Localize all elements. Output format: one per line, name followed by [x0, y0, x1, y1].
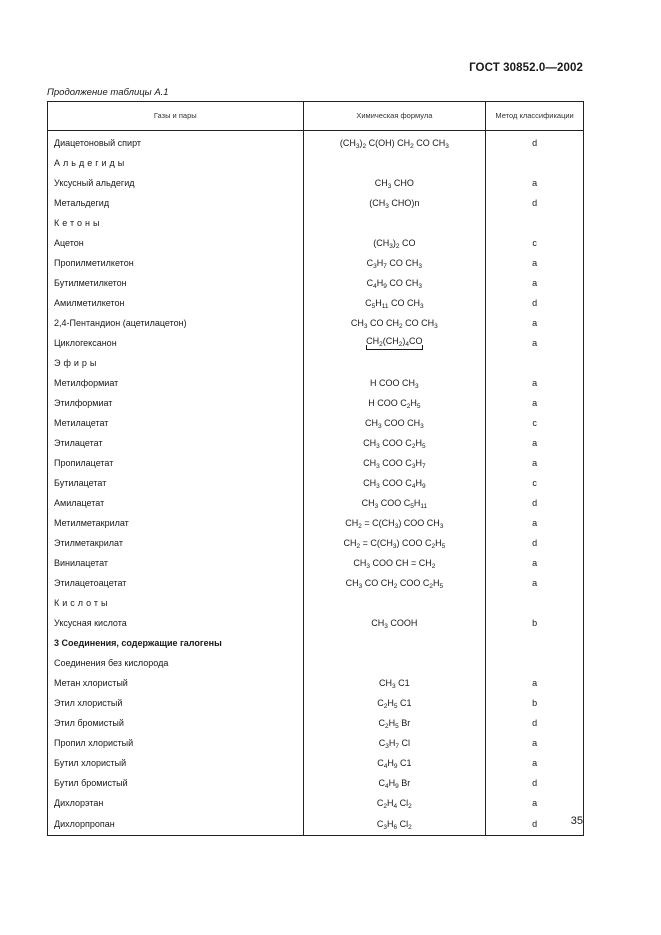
section-heading: 3 Соединения, содержащие галогены: [48, 633, 304, 653]
method-cell: a: [486, 433, 584, 453]
method-cell: b: [486, 693, 584, 713]
formula-cell: $C_4H_9$ Br: [303, 773, 486, 793]
table-row: [48, 713, 584, 733]
table-caption: Продолжение таблицы А.1: [47, 87, 169, 98]
table-row: [48, 493, 584, 513]
gas-name-cell: Бутилацетат: [48, 473, 304, 493]
method-cell: a: [486, 553, 584, 573]
gas-name-cell: Ацетон: [48, 233, 304, 253]
formula-cell: [303, 213, 486, 233]
gas-name-cell: 2,4-Пентандион (ацетилацетон): [48, 313, 304, 333]
formula-cell: $CH_2 = C(CH_3)$ COO $C_2H_5$: [303, 533, 486, 553]
formula-cell: $C_4H_9$ C1: [303, 753, 486, 773]
table-body: [48, 131, 584, 836]
gas-name-cell: Пропил хлористый: [48, 733, 304, 753]
table-row: [48, 653, 584, 673]
column-header-gas: Газы и пары: [48, 102, 304, 131]
table-row: [48, 213, 584, 233]
method-cell: a: [486, 273, 584, 293]
gas-name-cell: Этил бромистый: [48, 713, 304, 733]
method-cell: a: [486, 173, 584, 193]
formula-cell: $C_4H_9$ CO $CH_3$: [303, 273, 486, 293]
method-cell: [486, 213, 584, 233]
formula-cell: $C_2H_5$ C1: [303, 693, 486, 713]
method-cell: c: [486, 233, 584, 253]
method-cell: a: [486, 253, 584, 273]
method-cell: [486, 353, 584, 373]
gas-name-cell: Пропилацетат: [48, 453, 304, 473]
table-row: [48, 553, 584, 573]
formula-cell: $CH_2(CH_2)_4CO$: [303, 333, 486, 353]
gas-name-cell: Амилметилкетон: [48, 293, 304, 313]
table-row: [48, 693, 584, 713]
table-row: [48, 513, 584, 533]
table-row: [48, 373, 584, 393]
method-cell: [486, 593, 584, 613]
section-heading: Соединения без кислорода: [48, 653, 304, 673]
method-cell: d: [486, 493, 584, 513]
formula-cell: [303, 653, 486, 673]
table-row: [48, 793, 584, 813]
table-row: [48, 413, 584, 433]
gas-name-cell: Этилацетоацетат: [48, 573, 304, 593]
method-cell: d: [486, 533, 584, 553]
table-row: [48, 813, 584, 836]
gas-name-cell: Этилформиат: [48, 393, 304, 413]
gas-name-cell: Метальдегид: [48, 193, 304, 213]
formula-cell: [303, 633, 486, 653]
table-row: [48, 253, 584, 273]
gas-name-cell: Винилацетат: [48, 553, 304, 573]
formula-cell: $CH_3$ C1: [303, 673, 486, 693]
formula-cell: $CH_3$ CO $CH_2$ COO $C_2H_5$: [303, 573, 486, 593]
formula-cell: $C_3H_7$ CO $CH_3$: [303, 253, 486, 273]
gas-name-cell: Уксусный альдегид: [48, 173, 304, 193]
document-id: ГОСТ 30852.0—2002: [469, 62, 583, 74]
table-row: [48, 533, 584, 553]
method-cell: c: [486, 413, 584, 433]
table-row: [48, 193, 584, 213]
table-row: [48, 333, 584, 353]
gas-name-cell: Этилметакрилат: [48, 533, 304, 553]
section-heading: Кетоны: [48, 213, 304, 233]
table-row: [48, 773, 584, 793]
section-heading: Эфиры: [48, 353, 304, 373]
formula-cell: $C_2H_5$ Br: [303, 713, 486, 733]
gas-classification-table: [47, 101, 584, 836]
section-heading: Кислоты: [48, 593, 304, 613]
table-row: [48, 353, 584, 373]
gas-name-cell: Этил хлористый: [48, 693, 304, 713]
formula-cell: H COO $CH_3$: [303, 373, 486, 393]
formula-cell: $CH_3$ COO $C_4H_9$: [303, 473, 486, 493]
table-row: [48, 433, 584, 453]
formula-cell: $C_3H_6$ $Cl_2$: [303, 813, 486, 836]
table-row: [48, 131, 584, 154]
formula-cell: $(CH_3)_2$ CO: [303, 233, 486, 253]
table-row: [48, 293, 584, 313]
gas-name-cell: Метан хлористый: [48, 673, 304, 693]
method-cell: [486, 153, 584, 173]
table-row: [48, 473, 584, 493]
method-cell: d: [486, 131, 584, 154]
gas-name-cell: Бутил бромистый: [48, 773, 304, 793]
gas-name-cell: Диацетоновый спирт: [48, 131, 304, 154]
page-number: 35: [570, 815, 583, 827]
table-header-row: [48, 102, 584, 131]
table-row: [48, 593, 584, 613]
method-cell: [486, 633, 584, 653]
method-cell: a: [486, 753, 584, 773]
formula-cell: $C_2H_4$ $Cl_2$: [303, 793, 486, 813]
method-cell: a: [486, 393, 584, 413]
table-row: [48, 453, 584, 473]
table-row: [48, 153, 584, 173]
method-cell: d: [486, 773, 584, 793]
method-cell: a: [486, 453, 584, 473]
table-row: [48, 173, 584, 193]
gas-name-cell: Дихлорпропан: [48, 813, 304, 836]
formula-cell: $CH_3$ CO $CH_2$ CO $CH_3$: [303, 313, 486, 333]
method-cell: [486, 653, 584, 673]
gas-name-cell: Пропилметилкетон: [48, 253, 304, 273]
method-cell: d: [486, 193, 584, 213]
gas-name-cell: Циклогексанон: [48, 333, 304, 353]
gas-name-cell: Метилформиат: [48, 373, 304, 393]
column-header-formula: Химическая формула: [303, 102, 486, 131]
gas-name-cell: Бутил хлористый: [48, 753, 304, 773]
formula-cell: $(CH_3)_2$ C(OH) $CH_2$ CO $CH_3$: [303, 131, 486, 154]
table-row: [48, 733, 584, 753]
gas-name-cell: Метилметакрилат: [48, 513, 304, 533]
formula-cell: $CH_3$ COOH: [303, 613, 486, 633]
formula-cell: ($CH_3$ CHO)n: [303, 193, 486, 213]
table-row: [48, 393, 584, 413]
section-heading: Альдегиды: [48, 153, 304, 173]
formula-cell: $CH_3$ COO $C_5H_{11}$: [303, 493, 486, 513]
method-cell: a: [486, 313, 584, 333]
method-cell: a: [486, 373, 584, 393]
formula-cell: $CH_3$ COO CH = $CH_2$: [303, 553, 486, 573]
gas-name-cell: Этилацетат: [48, 433, 304, 453]
table-row: [48, 753, 584, 773]
formula-cell: [303, 153, 486, 173]
formula-cell: $CH_3$ CHO: [303, 173, 486, 193]
method-cell: a: [486, 513, 584, 533]
gas-name-cell: Метилацетат: [48, 413, 304, 433]
formula-cell: $CH_2 = C(CH_3)$ COO $CH_3$: [303, 513, 486, 533]
table-row: [48, 673, 584, 693]
formula-cell: $C_3H_7$ Cl: [303, 733, 486, 753]
table-row: [48, 573, 584, 593]
table-row: [48, 273, 584, 293]
method-cell: d: [486, 813, 584, 836]
formula-cell: $CH_3$ COO $CH_3$: [303, 413, 486, 433]
method-cell: b: [486, 613, 584, 633]
formula-cell: [303, 353, 486, 373]
method-cell: a: [486, 333, 584, 353]
formula-cell: H COO $C_2H_5$: [303, 393, 486, 413]
gas-name-cell: Дихлорэтан: [48, 793, 304, 813]
formula-cell: $C_5H_{11}$ CO $CH_3$: [303, 293, 486, 313]
formula-cell: $CH_3$ COO $C_2H_5$: [303, 433, 486, 453]
gas-name-cell: Бутилметилкетон: [48, 273, 304, 293]
gas-name-cell: Амилацетат: [48, 493, 304, 513]
method-cell: a: [486, 733, 584, 753]
table-row: [48, 613, 584, 633]
gas-name-cell: Уксусная кислота: [48, 613, 304, 633]
method-cell: c: [486, 473, 584, 493]
method-cell: d: [486, 293, 584, 313]
formula-cell: [303, 593, 486, 613]
table-row: [48, 313, 584, 333]
table-row: [48, 633, 584, 653]
column-header-method: Метод классификации: [486, 102, 584, 131]
formula-cell: $CH_3$ COO $C_3H_7$: [303, 453, 486, 473]
method-cell: a: [486, 793, 584, 813]
method-cell: a: [486, 573, 584, 593]
method-cell: a: [486, 673, 584, 693]
table-row: [48, 233, 584, 253]
method-cell: d: [486, 713, 584, 733]
